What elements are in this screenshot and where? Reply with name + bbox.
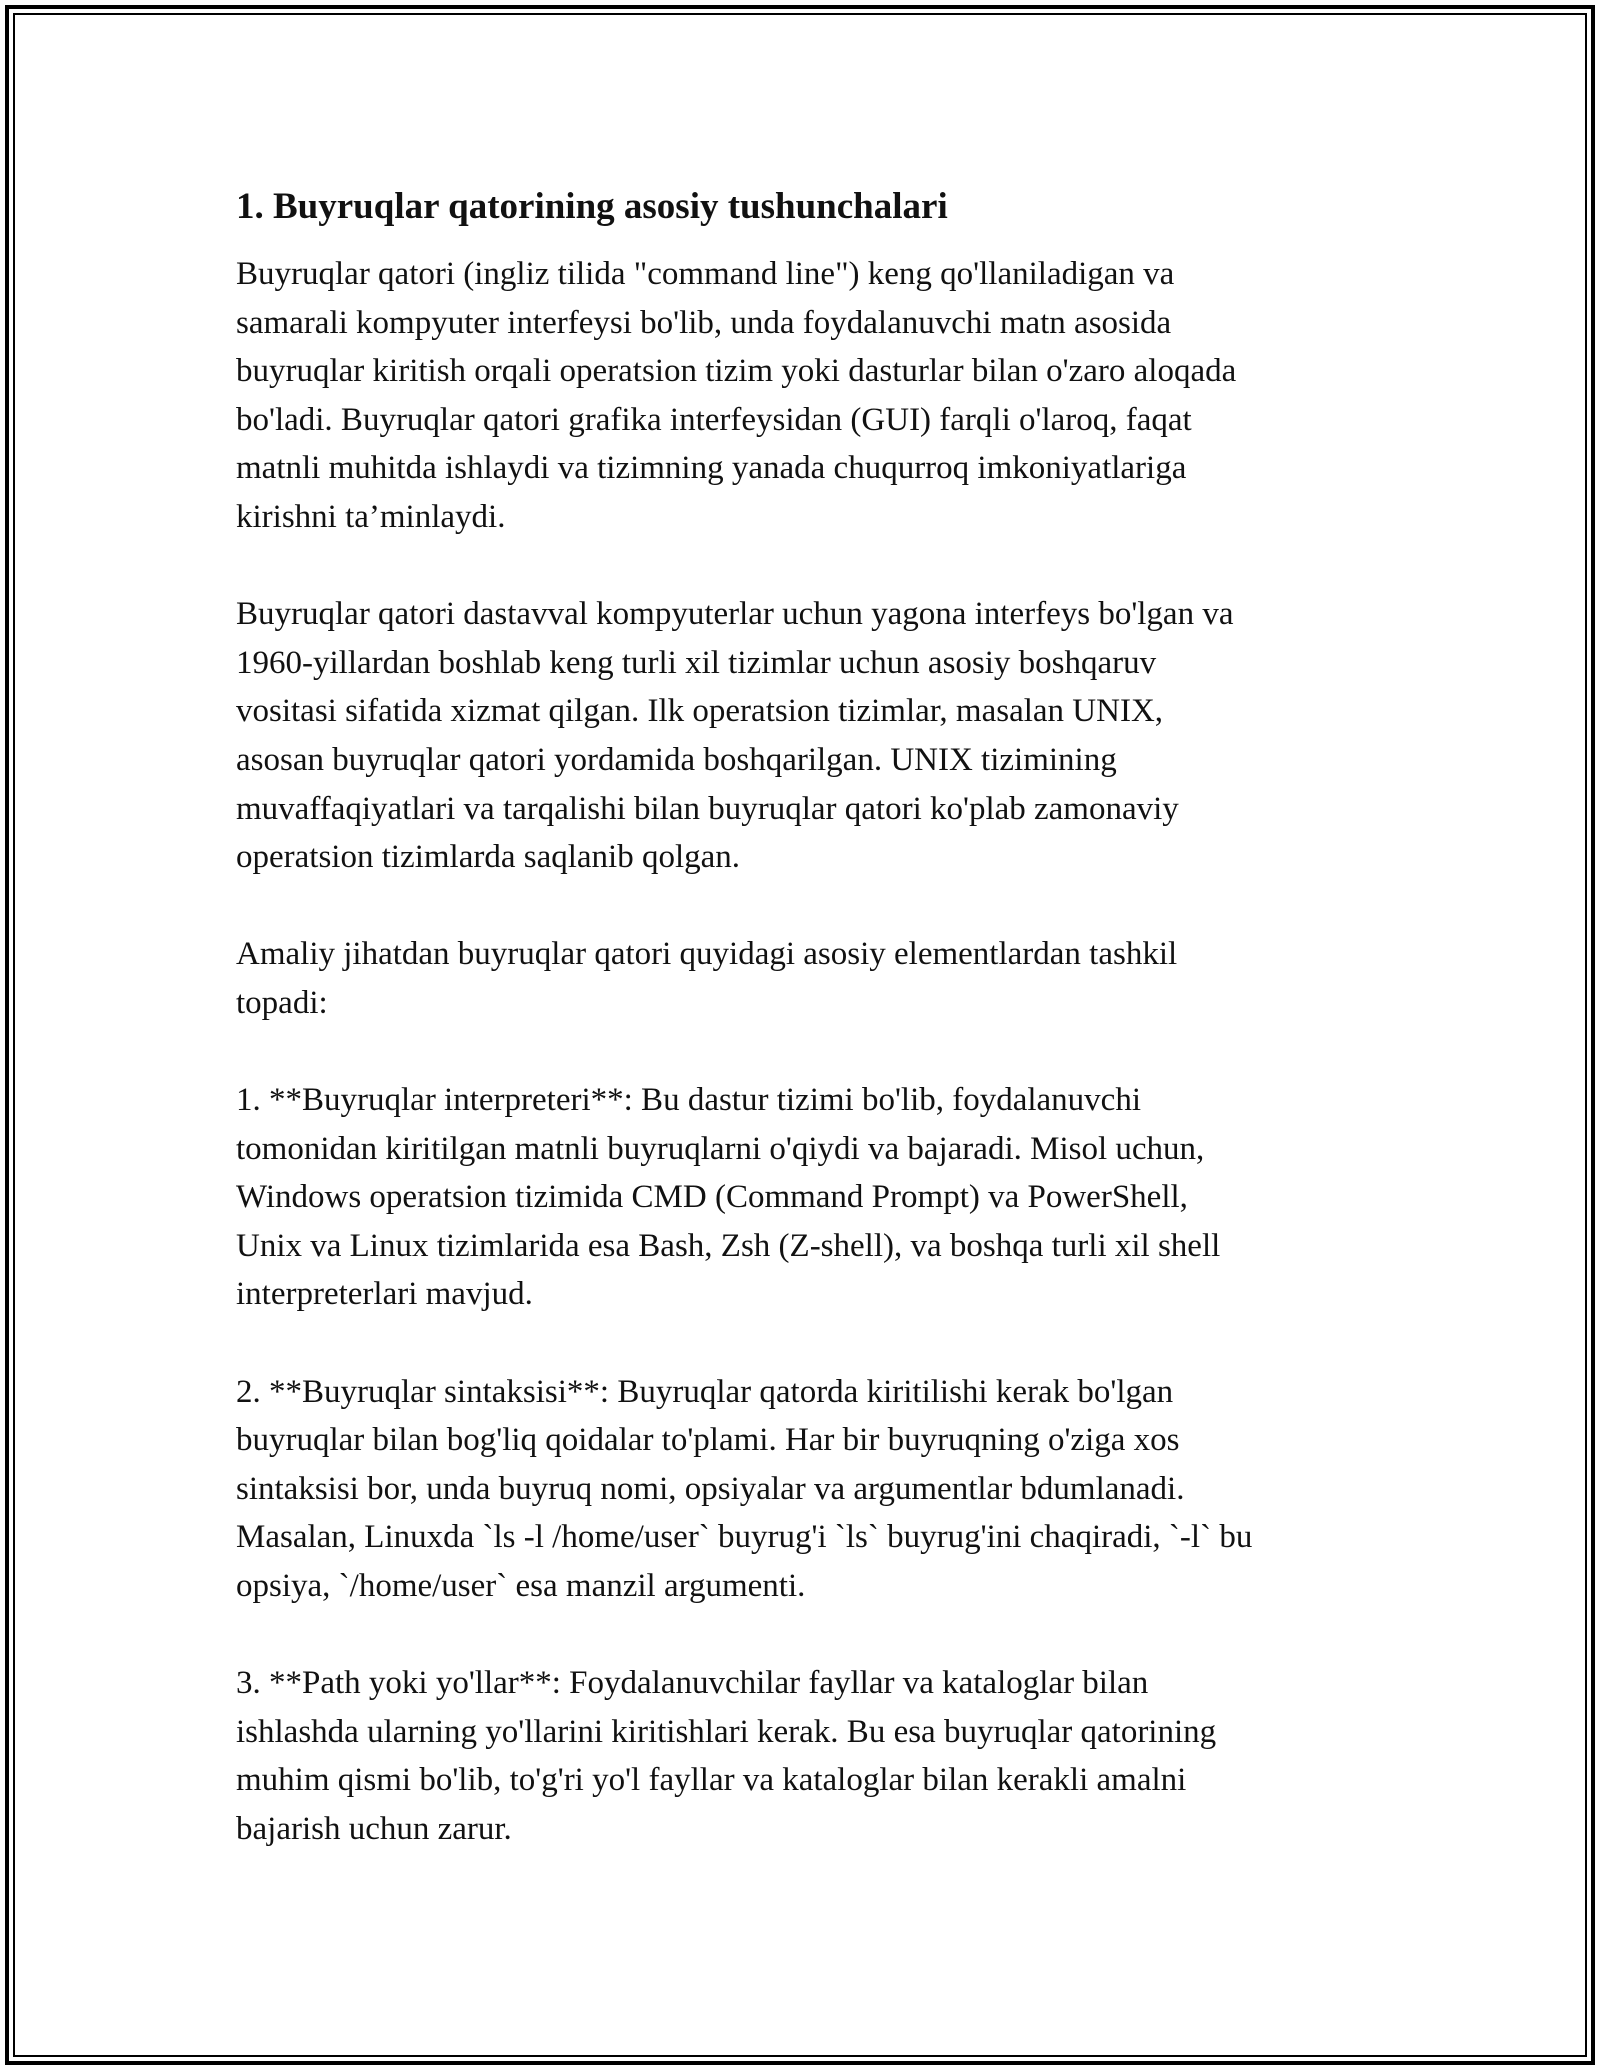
document-body bbox=[236, 183, 1366, 1854]
paragraph-history: Buyruqlar qatori dastavval kompyuterlar uchun yagona interfeys bo'lgan va 1960-yillardan boshlab keng turli xil tizimlar uchun asosiy boshqaruv vositasi sifatida xizmat qilgan. Ilk operatsion tizimlar, masalan UNIX, asosan buyruqlar qatori yordamida boshqarilgan. UNIX tizimining muvaffaqiyatlari va tarqalishi bilan buyruqlar qatori ko'plab zamonaviy operatsion tizimlarda saqlanib qolgan. bbox=[236, 596, 1234, 876]
list-item-path: 3. **Path yoki yo'llar**: Foydalanuvchilar fayllar va kataloglar bilan ishlashda ularning yo'llarini kiritishlari kerak. Bu esa buyruqlar qatorining muhim qismi bo'lib, to'g'ri yo'l fayllar va kataloglar bilan kerakli amalni bajarish uchun zarur. bbox=[236, 1665, 1217, 1847]
list-item-interpreter: 1. **Buyruqlar interpreteri**: Bu dastur tizimi bo'lib, foydalanuvchi tomonidan kiritilgan matnli buyruqlarni o'qiydi va bajaradi. Misol uchun, Windows operatsion tizimida CMD (Command Prompt) va PowerShell, Unix va Linux tizimlarida esa Bash, Zsh (Z-shell), va boshqa turli xil shell interpreterlari mavjud. bbox=[236, 1082, 1221, 1313]
list-item-syntax: 2. **Buyruqlar sintaksisi**: Buyruqlar qatorda kiritilishi kerak bo'lgan buyruqlar bilan bog'liq qoidalar to'plami. Har bir buyruqning o'ziga xos sintaksisi bor, unda buyruq nomi, opsiyalar va argumentlar bdumlanadi. Masalan, Linuxda `ls -l /home/user` buyrug'i `ls` buyrug'ini chaqiradi, `-l` bu opsiya, `/home/user` esa manzil argumenti. bbox=[236, 1373, 1253, 1605]
paragraph-intro: Buyruqlar qatori (ingliz tilida "command line") keng qo'llaniladigan va samarali kompyuter interfeysi bo'lib, unda foydalanuvchi matn asosida buyruqlar kiritish orqali operatsion tizim yoki dasturlar bilan o'zaro aloqada bo'ladi. Buyruqlar qatori grafika interfeysidan (GUI) farqli o'laroq, faqat matnli muhitda ishlaydi va tizimning yanada chuqurroq imkoniyatlariga kirishni ta’minlaydi. bbox=[236, 256, 1237, 535]
section-heading: 1. Buyruqlar qatorining asosiy tushunchalari bbox=[236, 186, 948, 227]
paragraph-elements-intro: Amaliy jihatdan buyruqlar qatori quyidagi asosiy elementlardan tashkil topadi: bbox=[236, 936, 1178, 1021]
